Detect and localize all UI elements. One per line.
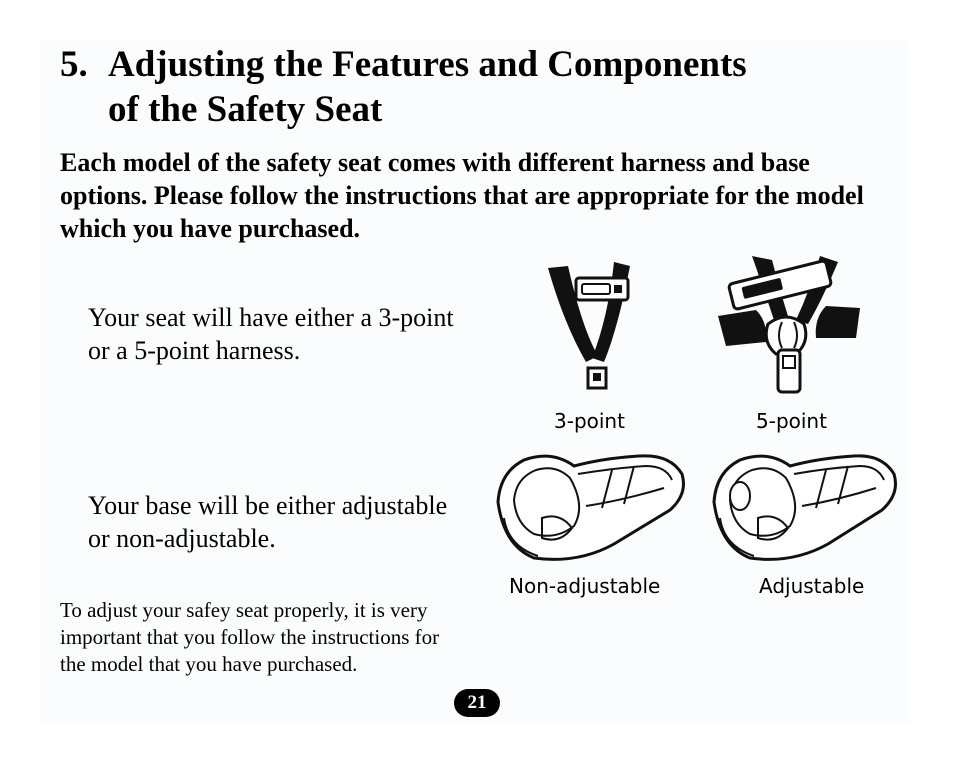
non-adjustable-label: Non-adjustable bbox=[509, 574, 661, 598]
three-point-harness-illustration bbox=[540, 258, 640, 393]
base-paragraph: Your base will be either adjustable or non-adjustable. bbox=[88, 491, 448, 553]
five-point-harness-illustration bbox=[712, 250, 862, 400]
section-title-line-2: of the Safety Seat bbox=[108, 89, 383, 130]
five-point-label: 5-point bbox=[756, 409, 827, 433]
harness-paragraph: Your seat will have either a 3-point or a 5-point harness. bbox=[88, 303, 454, 365]
section-number: 5. bbox=[60, 44, 88, 85]
three-point-label: 3-point bbox=[554, 409, 625, 433]
section-title-line-1: Adjusting the Features and Components bbox=[108, 44, 747, 85]
instruction-note: To adjust your safey seat properly, it is very important that you follow the instructions for the model that you have purchased. bbox=[60, 598, 440, 676]
adjustable-label: Adjustable bbox=[759, 574, 865, 598]
page-number-badge: 21 bbox=[454, 689, 500, 717]
adjustable-base-illustration bbox=[710, 448, 900, 568]
non-adjustable-base-illustration bbox=[494, 448, 690, 568]
section-title bbox=[60, 42, 747, 132]
intro-paragraph: Each model of the safety seat comes with different harness and base options. Please follow the instructions that are appropriate for the model which you have purchased. bbox=[60, 148, 864, 243]
